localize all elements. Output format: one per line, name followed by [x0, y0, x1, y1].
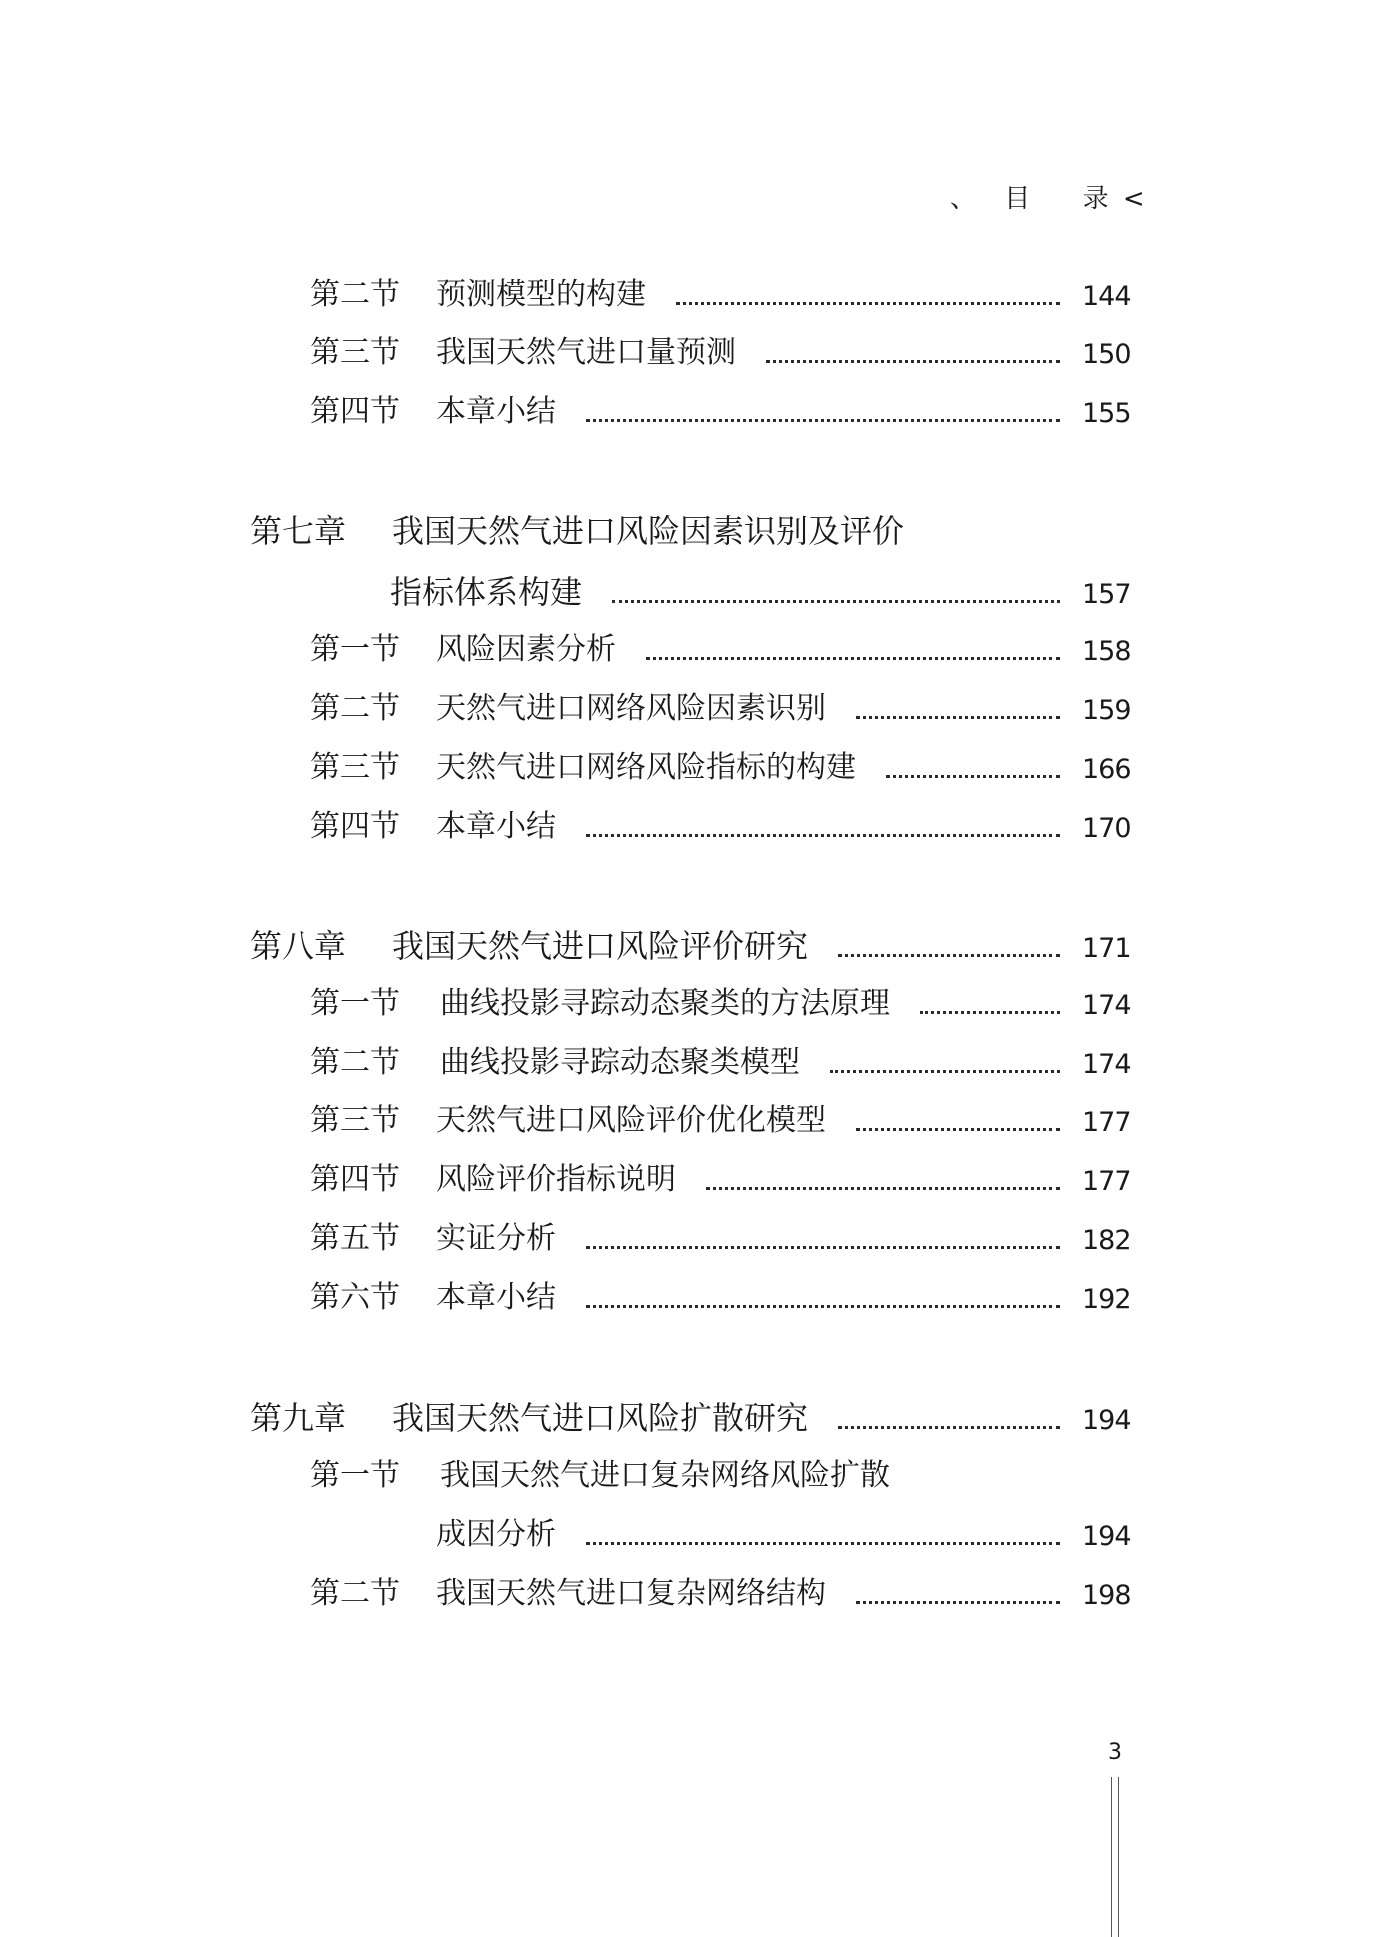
entry-label: 第二节: [310, 691, 400, 726]
entry-page: 170: [1082, 813, 1131, 844]
header-arrow: <: [1122, 184, 1145, 214]
leader-dots: [838, 1426, 1060, 1429]
entry-title: 本章小结: [436, 1280, 556, 1315]
header-mark: 、: [950, 184, 977, 214]
leader-dots: [676, 302, 1060, 305]
toc-entry[interactable]: [310, 1221, 1131, 1256]
entry-label: 第一节: [310, 632, 400, 667]
toc-chapter[interactable]: [250, 927, 1131, 965]
toc-entry[interactable]: [310, 394, 1131, 429]
leader-dots: [586, 419, 1060, 422]
toc-entry[interactable]: [310, 1458, 1126, 1493]
toc-entry[interactable]: [310, 1576, 1131, 1611]
entry-title: 风险因素分析: [436, 632, 616, 667]
entry-title: 天然气进口风险评价优化模型: [436, 1103, 826, 1138]
entry-page: 174: [1082, 1049, 1131, 1080]
entry-title: 预测模型的构建: [436, 277, 646, 312]
entry-page: 158: [1082, 636, 1131, 667]
entry-label: 第四节: [310, 394, 400, 429]
page-number: 3: [1108, 1740, 1122, 1765]
leader-dots: [586, 1542, 1060, 1545]
leader-dots: [920, 1011, 1060, 1014]
entry-page: 177: [1082, 1107, 1131, 1138]
entry-title: 本章小结: [436, 394, 556, 429]
entry-title: 风险评价指标说明: [436, 1162, 676, 1197]
entry-label: 第六节: [310, 1280, 400, 1315]
chapter-label: 第七章: [250, 512, 347, 550]
leader-dots: [586, 1305, 1060, 1308]
entry-label: 第二节: [310, 1045, 400, 1080]
entry-label: 第一节: [310, 986, 400, 1021]
toc-chapter[interactable]: [250, 1399, 1131, 1437]
leader-dots: [856, 716, 1060, 719]
entry-label: 第一节: [310, 1458, 400, 1493]
toc-chapter-continued[interactable]: [390, 573, 1131, 611]
entry-label: 第四节: [310, 809, 400, 844]
entry-page: 194: [1082, 1521, 1131, 1552]
leader-dots: [886, 775, 1060, 778]
entry-title: 天然气进口网络风险指标的构建: [436, 750, 856, 785]
toc-entry[interactable]: [310, 809, 1131, 844]
toc-entry[interactable]: [310, 277, 1131, 312]
entry-page: 166: [1082, 754, 1131, 785]
toc-entry[interactable]: [310, 1045, 1131, 1080]
margin-rule: [1111, 1777, 1119, 1937]
leader-dots: [766, 360, 1060, 363]
entry-label: 第四节: [310, 1162, 400, 1197]
leader-dots: [586, 834, 1060, 837]
entry-page: 174: [1082, 990, 1131, 1021]
entry-title: 我国天然气进口复杂网络结构: [436, 1576, 826, 1611]
entry-page: 150: [1082, 339, 1131, 370]
entry-title: 本章小结: [436, 809, 556, 844]
leader-dots: [646, 657, 1060, 660]
entry-title: 天然气进口网络风险因素识别: [436, 691, 826, 726]
entry-label: 第三节: [310, 750, 400, 785]
entry-label: 第三节: [310, 335, 400, 370]
toc-entry[interactable]: [310, 335, 1131, 370]
entry-page: 155: [1082, 398, 1131, 429]
toc-chapter[interactable]: [250, 512, 1126, 550]
running-header: [950, 178, 1145, 215]
entry-page: 171: [1082, 933, 1131, 964]
entry-title: 我国天然气进口复杂网络风险扩散: [440, 1458, 890, 1493]
entry-page: 177: [1082, 1166, 1131, 1197]
toc-entry[interactable]: [310, 1280, 1131, 1315]
toc-entry-continued[interactable]: [436, 1517, 1131, 1552]
leader-dots: [612, 600, 1060, 603]
leader-dots: [856, 1128, 1060, 1131]
header-word-2: 录: [1082, 184, 1109, 214]
chapter-title: 我国天然气进口风险因素识别及评价: [392, 512, 905, 550]
entry-title: 曲线投影寻踪动态聚类的方法原理: [440, 986, 890, 1021]
toc-entry[interactable]: [310, 1162, 1131, 1197]
entry-label: 第二节: [310, 277, 400, 312]
leader-dots: [706, 1187, 1060, 1190]
entry-label: 第五节: [310, 1221, 400, 1256]
chapter-label: 第九章: [250, 1399, 347, 1437]
entry-page: 144: [1082, 281, 1131, 312]
entry-page: 159: [1082, 695, 1131, 726]
entry-page: 194: [1082, 1405, 1131, 1436]
header-word-1: 目: [1004, 184, 1031, 214]
entry-page: 192: [1082, 1284, 1131, 1315]
entry-title: 曲线投影寻踪动态聚类模型: [440, 1045, 800, 1080]
leader-dots: [838, 954, 1060, 957]
toc-entry[interactable]: [310, 750, 1131, 785]
leader-dots: [856, 1601, 1060, 1604]
entry-title: 实证分析: [436, 1221, 556, 1256]
toc-entry[interactable]: [310, 632, 1131, 667]
chapter-title: 我国天然气进口风险扩散研究: [392, 1399, 809, 1437]
leader-dots: [830, 1070, 1060, 1073]
chapter-title: 指标体系构建: [390, 573, 583, 611]
toc-entry[interactable]: [310, 1103, 1131, 1138]
entry-label: 第三节: [310, 1103, 400, 1138]
entry-page: 198: [1082, 1580, 1131, 1611]
entry-page: 182: [1082, 1225, 1131, 1256]
toc-entry[interactable]: [310, 691, 1131, 726]
toc-entry[interactable]: [310, 986, 1131, 1021]
entry-title: 我国天然气进口量预测: [436, 335, 736, 370]
leader-dots: [586, 1246, 1060, 1249]
entry-label: 第二节: [310, 1576, 400, 1611]
entry-page: 157: [1082, 579, 1131, 610]
entry-title: 成因分析: [436, 1517, 556, 1552]
chapter-label: 第八章: [250, 927, 347, 965]
chapter-title: 我国天然气进口风险评价研究: [392, 927, 809, 965]
